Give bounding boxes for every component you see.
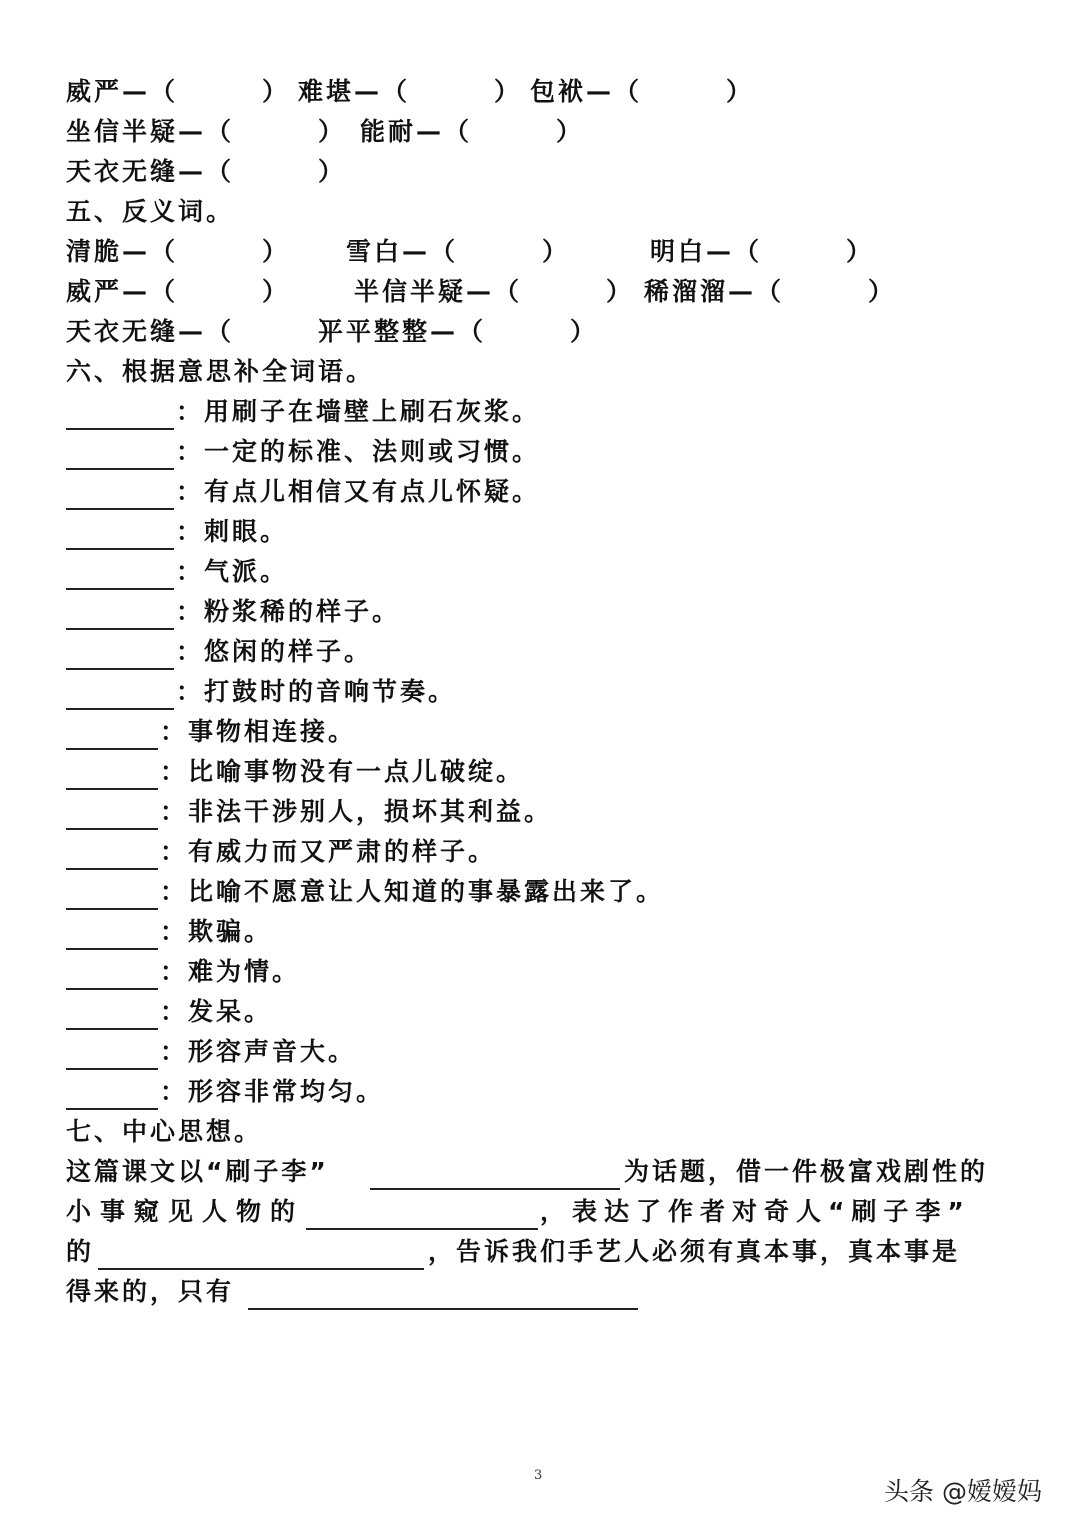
definition-text: ：形容非常均匀。 xyxy=(160,1077,385,1106)
definition-text: ：有威力而又严肃的样子。 xyxy=(160,837,497,866)
answer-blank[interactable] xyxy=(66,468,174,470)
fill-word-item xyxy=(66,752,966,792)
answer-blank[interactable] xyxy=(370,1188,620,1190)
fill-word-item xyxy=(66,832,966,872)
definition-text: ：非法干涉别人，损坏其利益。 xyxy=(160,797,553,826)
fill-word-item xyxy=(66,1032,966,1072)
fill-word-item xyxy=(66,712,966,752)
antonym-item: 稀溜溜—（ ） xyxy=(644,277,897,306)
text: 小事窥见人物的 xyxy=(66,1197,305,1226)
antonym-item: 雪白—（ ） xyxy=(346,237,571,266)
synonym-item: 威严—（ ） xyxy=(66,77,291,106)
answer-blank[interactable] xyxy=(248,1308,638,1310)
text: 为话题，借一件极富戏剧性的 xyxy=(624,1157,989,1186)
synonym-item: 能耐—（ ） xyxy=(360,117,585,146)
definition-text: ：打鼓时的音响节奏。 xyxy=(176,677,457,706)
fill-word-item xyxy=(66,592,966,632)
section-heading-antonyms: 五、反义词。 xyxy=(66,197,235,226)
antonym-item: 威严—（ ） xyxy=(66,277,291,306)
answer-blank[interactable] xyxy=(66,548,174,550)
definition-text: ：发呆。 xyxy=(160,997,273,1026)
fill-word-item xyxy=(66,872,966,912)
fill-word-item xyxy=(66,512,966,552)
answer-blank[interactable] xyxy=(98,1268,424,1270)
definition-text: ：有点儿相信又有点儿怀疑。 xyxy=(176,477,541,506)
definition-text: ：比喻不愿意让人知道的事暴露出来了。 xyxy=(160,877,665,906)
answer-blank[interactable] xyxy=(306,1228,538,1230)
answer-blank[interactable] xyxy=(66,828,158,830)
answer-blank[interactable] xyxy=(66,628,174,630)
definition-text: ：一定的标准、法则或习惯。 xyxy=(176,437,541,466)
antonym-item: 天衣无缝—（ ） xyxy=(66,317,347,346)
antonym-item: 平平整整—（ ） xyxy=(318,317,599,346)
fill-word-item xyxy=(66,632,966,672)
fill-word-item xyxy=(66,952,966,992)
text: 这篇课文以“刷子李” xyxy=(66,1157,329,1186)
fill-word-item xyxy=(66,1072,966,1112)
definition-text: ：用刷子在墙壁上刷石灰浆。 xyxy=(176,397,541,426)
fill-word-item xyxy=(66,992,966,1032)
central-idea-line-4 xyxy=(66,1272,1016,1312)
answer-blank[interactable] xyxy=(66,508,174,510)
text: ，告诉我们手艺人必须有真本事，真本事是 xyxy=(428,1237,961,1266)
answer-blank[interactable] xyxy=(66,788,158,790)
synonym-item: 天衣无缝—（ ） xyxy=(66,157,347,186)
text: 得来的，只有 xyxy=(66,1277,235,1306)
definition-text: ：难为情。 xyxy=(160,957,301,986)
definition-text: ：粉浆稀的样子。 xyxy=(176,597,401,626)
antonym-item: 明白—（ ） xyxy=(650,237,875,266)
page-number: 3 xyxy=(534,1468,543,1483)
section-heading-central-idea: 七、中心思想。 xyxy=(66,1117,263,1146)
answer-blank[interactable] xyxy=(66,868,158,870)
watermark: 头条 @嫒嫒妈 xyxy=(884,1477,1042,1506)
fill-word-item xyxy=(66,392,966,432)
answer-blank[interactable] xyxy=(66,1068,158,1070)
answer-blank[interactable] xyxy=(66,988,158,990)
section-heading-fill-words: 六、根据意思补全词语。 xyxy=(66,357,375,386)
fill-word-item xyxy=(66,432,966,472)
answer-blank[interactable] xyxy=(66,948,158,950)
fill-word-item xyxy=(66,672,966,712)
synonym-item: 包袱—（ ） xyxy=(530,77,755,106)
fill-word-item xyxy=(66,552,966,592)
fill-word-item xyxy=(66,472,966,512)
fill-word-item xyxy=(66,912,966,952)
fill-word-item xyxy=(66,792,966,832)
answer-blank[interactable] xyxy=(66,708,174,710)
answer-blank[interactable] xyxy=(66,908,158,910)
answer-blank[interactable] xyxy=(66,1028,158,1030)
text: ，表达了作者对奇人“刷子李” xyxy=(540,1197,971,1226)
definition-text: ：比喻事物没有一点儿破绽。 xyxy=(160,757,525,786)
central-idea-line-2 xyxy=(66,1192,1016,1232)
antonym-item: 清脆—（ ） xyxy=(66,237,291,266)
answer-blank[interactable] xyxy=(66,428,174,430)
definition-text: ：刺眼。 xyxy=(176,517,289,546)
answer-blank[interactable] xyxy=(66,588,174,590)
central-idea-line-1 xyxy=(66,1152,1016,1192)
definition-text: ：欺骗。 xyxy=(160,917,273,946)
definition-text: ：气派。 xyxy=(176,557,289,586)
answer-blank[interactable] xyxy=(66,748,158,750)
text: 的 xyxy=(66,1237,95,1266)
central-idea-line-3 xyxy=(66,1232,1016,1272)
antonym-item: 半信半疑—（ ） xyxy=(354,277,635,306)
synonym-item: 坐信半疑—（ ） xyxy=(66,117,347,146)
answer-blank[interactable] xyxy=(66,668,174,670)
definition-text: ：悠闲的样子。 xyxy=(176,637,373,666)
synonym-item: 难堪—（ ） xyxy=(298,77,523,106)
definition-text: ：形容声音大。 xyxy=(160,1037,357,1066)
definition-text: ：事物相连接。 xyxy=(160,717,357,746)
answer-blank[interactable] xyxy=(66,1108,158,1110)
